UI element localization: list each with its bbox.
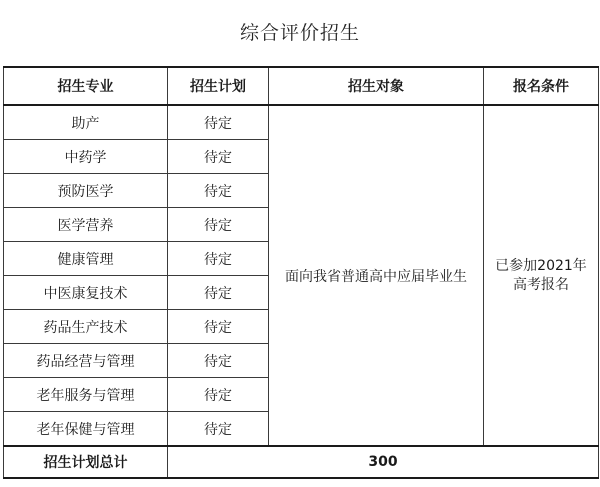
major-cell: 老年保健与管理 [4,412,168,447]
page-title: 综合评价招生 [239,22,360,44]
plan-cell: 待定 [168,276,269,310]
plan-cell: 待定 [168,105,269,140]
table-row [4,105,599,140]
requirement-cell [484,105,599,446]
admissions-table [3,66,599,479]
header-requirement: 报名条件 [484,67,599,105]
plan-cell: 待定 [168,378,269,412]
major-cell: 助产 [4,105,168,140]
total-row [4,446,599,478]
plan-cell: 待定 [168,242,269,276]
major-cell: 药品经营与管理 [4,344,168,378]
header-major: 招生专业 [4,67,168,105]
plan-cell: 待定 [168,174,269,208]
requirement-line: 高考报名 [513,276,569,293]
major-cell: 老年服务与管理 [4,378,168,412]
major-cell: 健康管理 [4,242,168,276]
major-cell: 医学营养 [4,208,168,242]
table-header-row [4,67,599,105]
major-cell: 预防医学 [4,174,168,208]
target-cell: 面向我省普通高中应届毕业生 [269,105,484,446]
plan-cell: 待定 [168,208,269,242]
plan-cell: 待定 [168,412,269,447]
major-cell: 药品生产技术 [4,310,168,344]
plan-cell: 待定 [168,344,269,378]
major-cell: 中医康复技术 [4,276,168,310]
plan-cell: 待定 [168,310,269,344]
total-label: 招生计划总计 [4,446,168,478]
header-target: 招生对象 [269,67,484,105]
header-plan: 招生计划 [168,67,269,105]
requirement-line: 已参加2021年 [495,257,587,274]
total-value: 300 [168,446,599,478]
major-cell: 中药学 [4,140,168,174]
plan-cell: 待定 [168,140,269,174]
